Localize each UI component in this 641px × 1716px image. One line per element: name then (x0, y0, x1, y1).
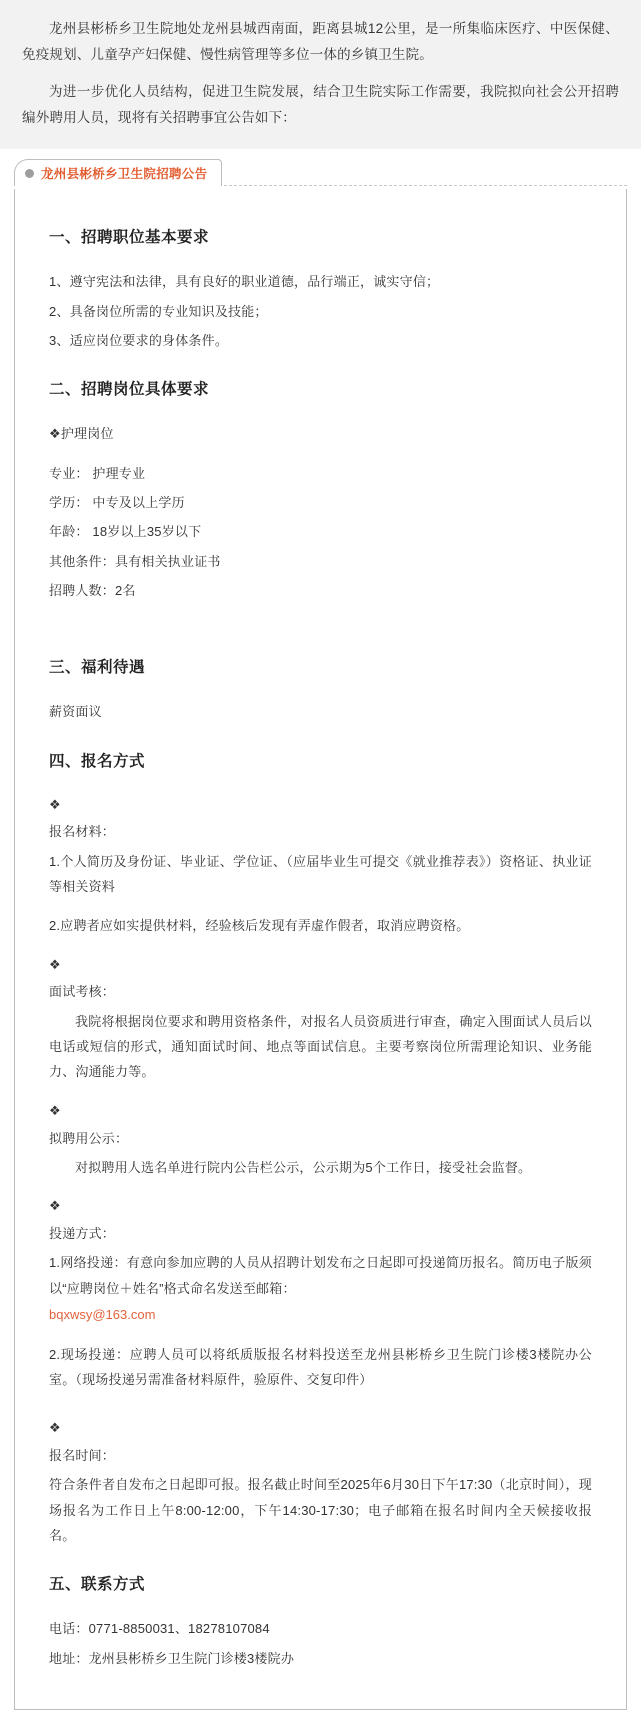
title-tab-area (0, 159, 641, 189)
application-time-label: 报名时间： (49, 1447, 116, 1463)
diamond-marker-icon-5: ❖ (49, 1420, 61, 1436)
announcement-body (14, 189, 627, 1710)
contact-email-link[interactable]: bqxwsy@163.com (49, 1306, 156, 1322)
section-heading-one: 一、招聘职位基本要求 (49, 229, 210, 247)
spacer (49, 357, 592, 377)
post-field-other: 其他条件：具有相关执业证书 (49, 553, 221, 569)
application-time-text: 符合条件者自发布之日起即可报。报名截止时间至2025年6月30日下午17:30（北京时间），现场报名为工作日上午8:00-12:00，下午14:30-17:30；电子邮箱在报名时间内全天候接收报名。 (49, 1477, 592, 1543)
post-field-major: 专业： 护理专业 (49, 465, 146, 481)
interview-label: 面试考核： (49, 984, 116, 1000)
spacer (49, 451, 592, 461)
application-materials-item-1: 1.个人简历及身份证、毕业证、学位证、（应届毕业生可提交《就业推荐表》）资格证、执业证等相关资料 (49, 853, 592, 895)
submission-online-text: 1.网络投递：有意向参加应聘的人员从招聘计划发布之日起即可投递简历报名。简历电子版须以“应聘岗位＋姓名”格式命名发送至邮箱： (49, 1255, 592, 1296)
diamond-marker-icon-4: ❖ (49, 1198, 61, 1214)
intro-paragraph-2: 为进一步优化人员结构，促进卫生院发展，结合卫生院实际工作需要，我院拟向社会公开招聘编外聘用人员，现将有关招聘事宜公告如下： (22, 83, 619, 125)
benefits-text: 薪资面议 (49, 704, 102, 720)
section-heading-two: 二、招聘岗位具体要求 (49, 381, 210, 399)
submission-label: 投递方式： (49, 1225, 116, 1241)
intro-block (0, 0, 641, 149)
publicity-label: 拟聘用公示： (49, 1130, 129, 1146)
bullet-dot-icon (25, 169, 34, 178)
contact-phone: 电话：0771-8850031、18278107084 (49, 1621, 270, 1637)
section-heading-three: 三、福利待遇 (49, 659, 146, 677)
publicity-text: 对拟聘用人选名单进行院内公告栏公示，公示期为5个工作日，接受社会监督。 (75, 1159, 532, 1175)
application-materials-item-2: 2.应聘者应如实提供材料，经验核后发现有弄虚作假者，取消应聘资格。 (49, 918, 470, 934)
spacer (49, 1562, 592, 1572)
application-materials-label: 报名材料： (49, 824, 116, 840)
interview-text: 我院将根据岗位要求和聘用资格条件，对报名人员资质进行审查，确定入围面试人员后以电话或短信的形式，通知面试时间、地点等面试信息。主要考察岗位所需理论知识、业务能力、沟通能力等。 (49, 1013, 592, 1080)
section-one-item-2: 2、具备岗位所需的专业知识及技能； (49, 303, 268, 319)
section-heading-five: 五、联系方式 (49, 1576, 146, 1594)
spacer (49, 607, 592, 655)
section-one-item-1: 1、遵守宪法和法律，具有良好的职业道德，品行端正，诚实守信； (49, 274, 440, 290)
announcement-title: 龙州县彬桥乡卫生院招聘公告 (41, 167, 208, 182)
diamond-marker-icon-1: ❖ (49, 796, 61, 812)
post-marker: ❖护理岗位 (49, 426, 114, 442)
spacer (49, 729, 592, 749)
section-heading-four: 四、报名方式 (49, 752, 146, 770)
intro-paragraph-1: 龙州县彬桥乡卫生院地处龙州县城西南面，距离县城12公里，是一所集临床医疗、中医保健、免疫规划、儿童孕产妇保健、慢性病管理等多位一体的乡镇卫生院。 (22, 21, 619, 63)
diamond-marker-icon-3: ❖ (49, 1102, 61, 1118)
post-field-age: 年龄： 18岁以上35岁以下 (49, 524, 202, 540)
announcement-title-tab (14, 159, 222, 186)
submission-onsite-text: 2.现场投递：应聘人员可以将纸质版报名材料投送至龙州县彬桥乡卫生院门诊楼3楼院办公室。（现场投递另需准备材料原件，验原件、交复印件） (49, 1346, 592, 1387)
post-field-education: 学历： 中专及以上学历 (49, 494, 185, 510)
section-one-item-3: 3、适应岗位要求的身体条件。 (49, 332, 229, 348)
post-field-headcount: 招聘人数：2名 (49, 583, 136, 598)
contact-address: 地址：龙州县彬桥乡卫生院门诊楼3楼院办 (49, 1650, 295, 1666)
spacer (49, 1406, 592, 1416)
diamond-marker-icon-2: ❖ (49, 956, 61, 972)
